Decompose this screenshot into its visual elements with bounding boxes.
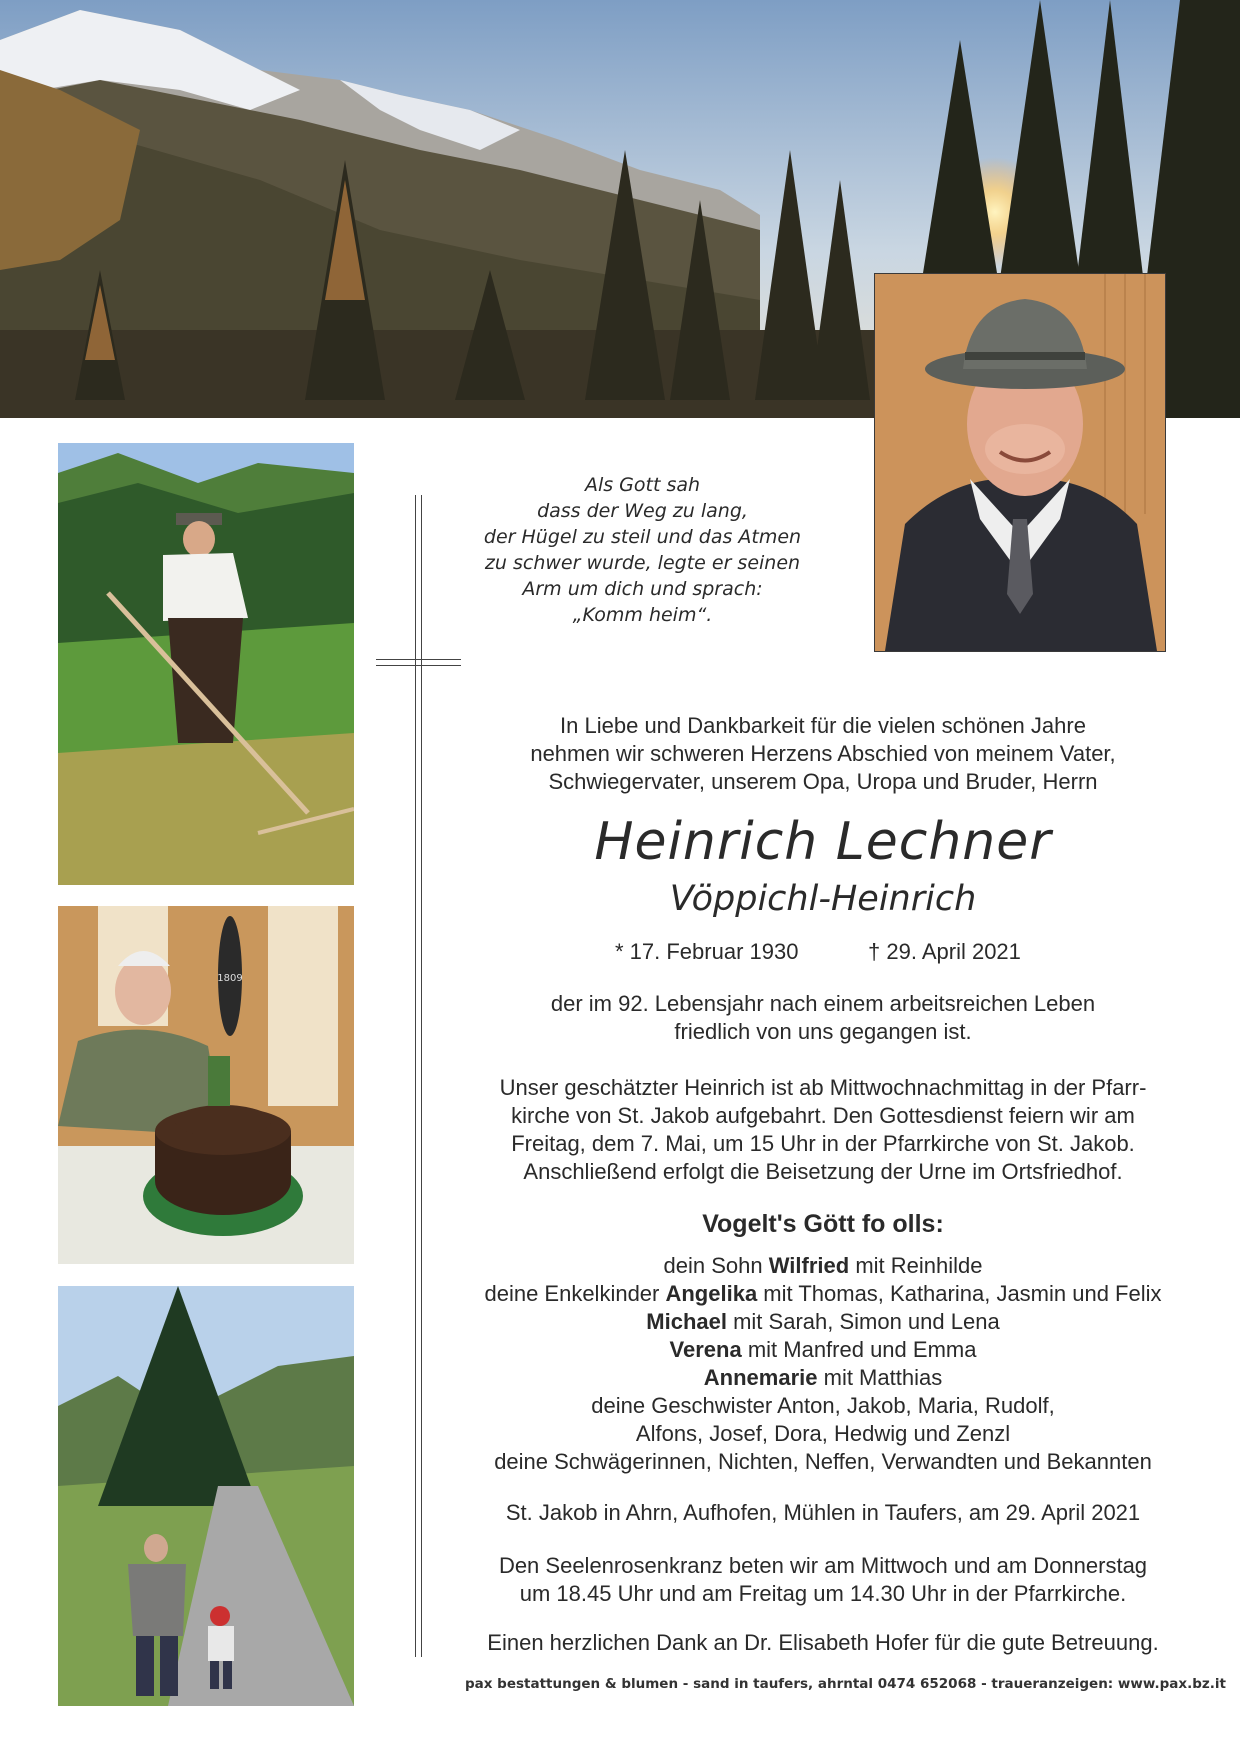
intro-line: Schwiegervater, unserem Opa, Uropa und Bruder, Herrn [548, 769, 1098, 794]
poem-line: dass der Weg zu lang, [537, 500, 748, 522]
family-line [465, 1336, 1181, 1364]
family-name-bold: Annemarie [703, 1365, 818, 1390]
life-dates [465, 936, 1181, 968]
cross-vertical-line [415, 495, 416, 1657]
funeral-line: Anschließend erfolgt die Beisetzung der Urne im Ortsfriedhof. [523, 1159, 1123, 1184]
family-line [465, 1364, 1181, 1392]
doctor-thanks [465, 1629, 1181, 1657]
cross-vertical-line-2 [421, 495, 422, 1657]
family-line: Alfons, Josef, Dora, Hedwig und Zenzl [635, 1421, 1011, 1446]
funeral-text [465, 1074, 1181, 1186]
place-and-date [465, 1499, 1181, 1527]
family-line-post: mit Manfred und Emma [741, 1337, 977, 1362]
family-line-post: mit Matthias [817, 1365, 943, 1390]
family-line-pre: dein Sohn [663, 1253, 769, 1278]
poem [470, 472, 815, 628]
poem-line: zu schwer wurde, legte er seinen [484, 552, 801, 574]
photo-man-walking-with-child [58, 1286, 354, 1706]
poem-line: Arm um dich und sprach: [522, 578, 763, 600]
intro-line: In Liebe und Dankbarkeit für die vielen schönen Jahre [560, 713, 1086, 738]
funeral-line: kirche von St. Jakob aufgebahrt. Den Gottesdienst feiern wir am [511, 1103, 1135, 1128]
age-text [465, 990, 1181, 1046]
family-line: deine Schwägerinnen, Nichten, Neffen, Verwandten und Bekannten [494, 1449, 1152, 1474]
rosary-text [465, 1552, 1181, 1608]
doctor-thanks-line: Einen herzlichen Dank an Dr. Elisabeth Hofer für die gute Betreuung. [487, 1630, 1159, 1655]
family-line [465, 1280, 1181, 1308]
place-date-line: St. Jakob in Ahrn, Aufhofen, Mühlen in Taufers, am 29. April 2021 [505, 1500, 1141, 1525]
family-list [465, 1252, 1181, 1476]
intro-text [465, 712, 1181, 796]
photo-man-with-birthday-cake [58, 906, 354, 1264]
death-date: † 29. April 2021 [868, 939, 1021, 964]
poem-line: „Komm heim“. [572, 604, 713, 626]
family-line-post: mit Sarah, Simon und Lena [726, 1309, 1000, 1334]
funeral-line: Unser geschätzter Heinrich ist ab Mittwochnachmittag in der Pfarr- [499, 1075, 1147, 1100]
family-name-bold: Angelika [665, 1281, 758, 1306]
seal-text: 1809 [217, 973, 243, 984]
rosary-line: Den Seelenrosenkranz beten wir am Mittwoch und am Donnerstag [498, 1553, 1148, 1578]
funeral-line: Freitag, dem 7. Mai, um 15 Uhr in der Pfarrkirche von St. Jakob. [511, 1131, 1135, 1156]
photo-man-raking-hay [58, 443, 354, 885]
family-name-bold: Wilfried [768, 1253, 850, 1278]
family-line [465, 1252, 1181, 1280]
age-line: der im 92. Lebensjahr nach einem arbeitsreichen Leben [550, 991, 1096, 1016]
thanks-heading: Vogelt's Gött fo olls: [702, 1210, 944, 1238]
deceased-name: Heinrich Lechner [594, 812, 1052, 872]
family-line-post: mit Thomas, Katharina, Jasmin und Felix [757, 1281, 1162, 1306]
footer-imprint: pax bestattungen & blumen - sand in taufers, ahrntal 0474 652068 - traueranzeigen: www.pax.bz.it [465, 1676, 1226, 1692]
family-line-pre: deine Enkelkinder [484, 1281, 666, 1306]
intro-line: nehmen wir schweren Herzens Abschied von meinem Vater, [530, 741, 1116, 766]
portrait-photo [874, 273, 1166, 652]
deceased-nickname: Vöppichl-Heinrich [669, 879, 977, 919]
cross-horizontal-line-2 [376, 665, 461, 666]
birth-date: * 17. Februar 1930 [615, 939, 799, 964]
family-line-post: mit Reinhilde [849, 1253, 983, 1278]
rosary-line: um 18.45 Uhr und am Freitag um 14.30 Uhr in der Pfarrkirche. [519, 1581, 1127, 1606]
poem-line: der Hügel zu steil und das Atmen [483, 526, 802, 548]
family-line: deine Geschwister Anton, Jakob, Maria, Rudolf, [591, 1393, 1055, 1418]
family-name-bold: Verena [669, 1337, 742, 1362]
age-line: friedlich von uns gegangen ist. [674, 1019, 972, 1044]
family-name-bold: Michael [646, 1309, 727, 1334]
cross-horizontal-line [376, 659, 461, 660]
family-line [465, 1308, 1181, 1336]
poem-line: Als Gott sah [584, 474, 701, 496]
